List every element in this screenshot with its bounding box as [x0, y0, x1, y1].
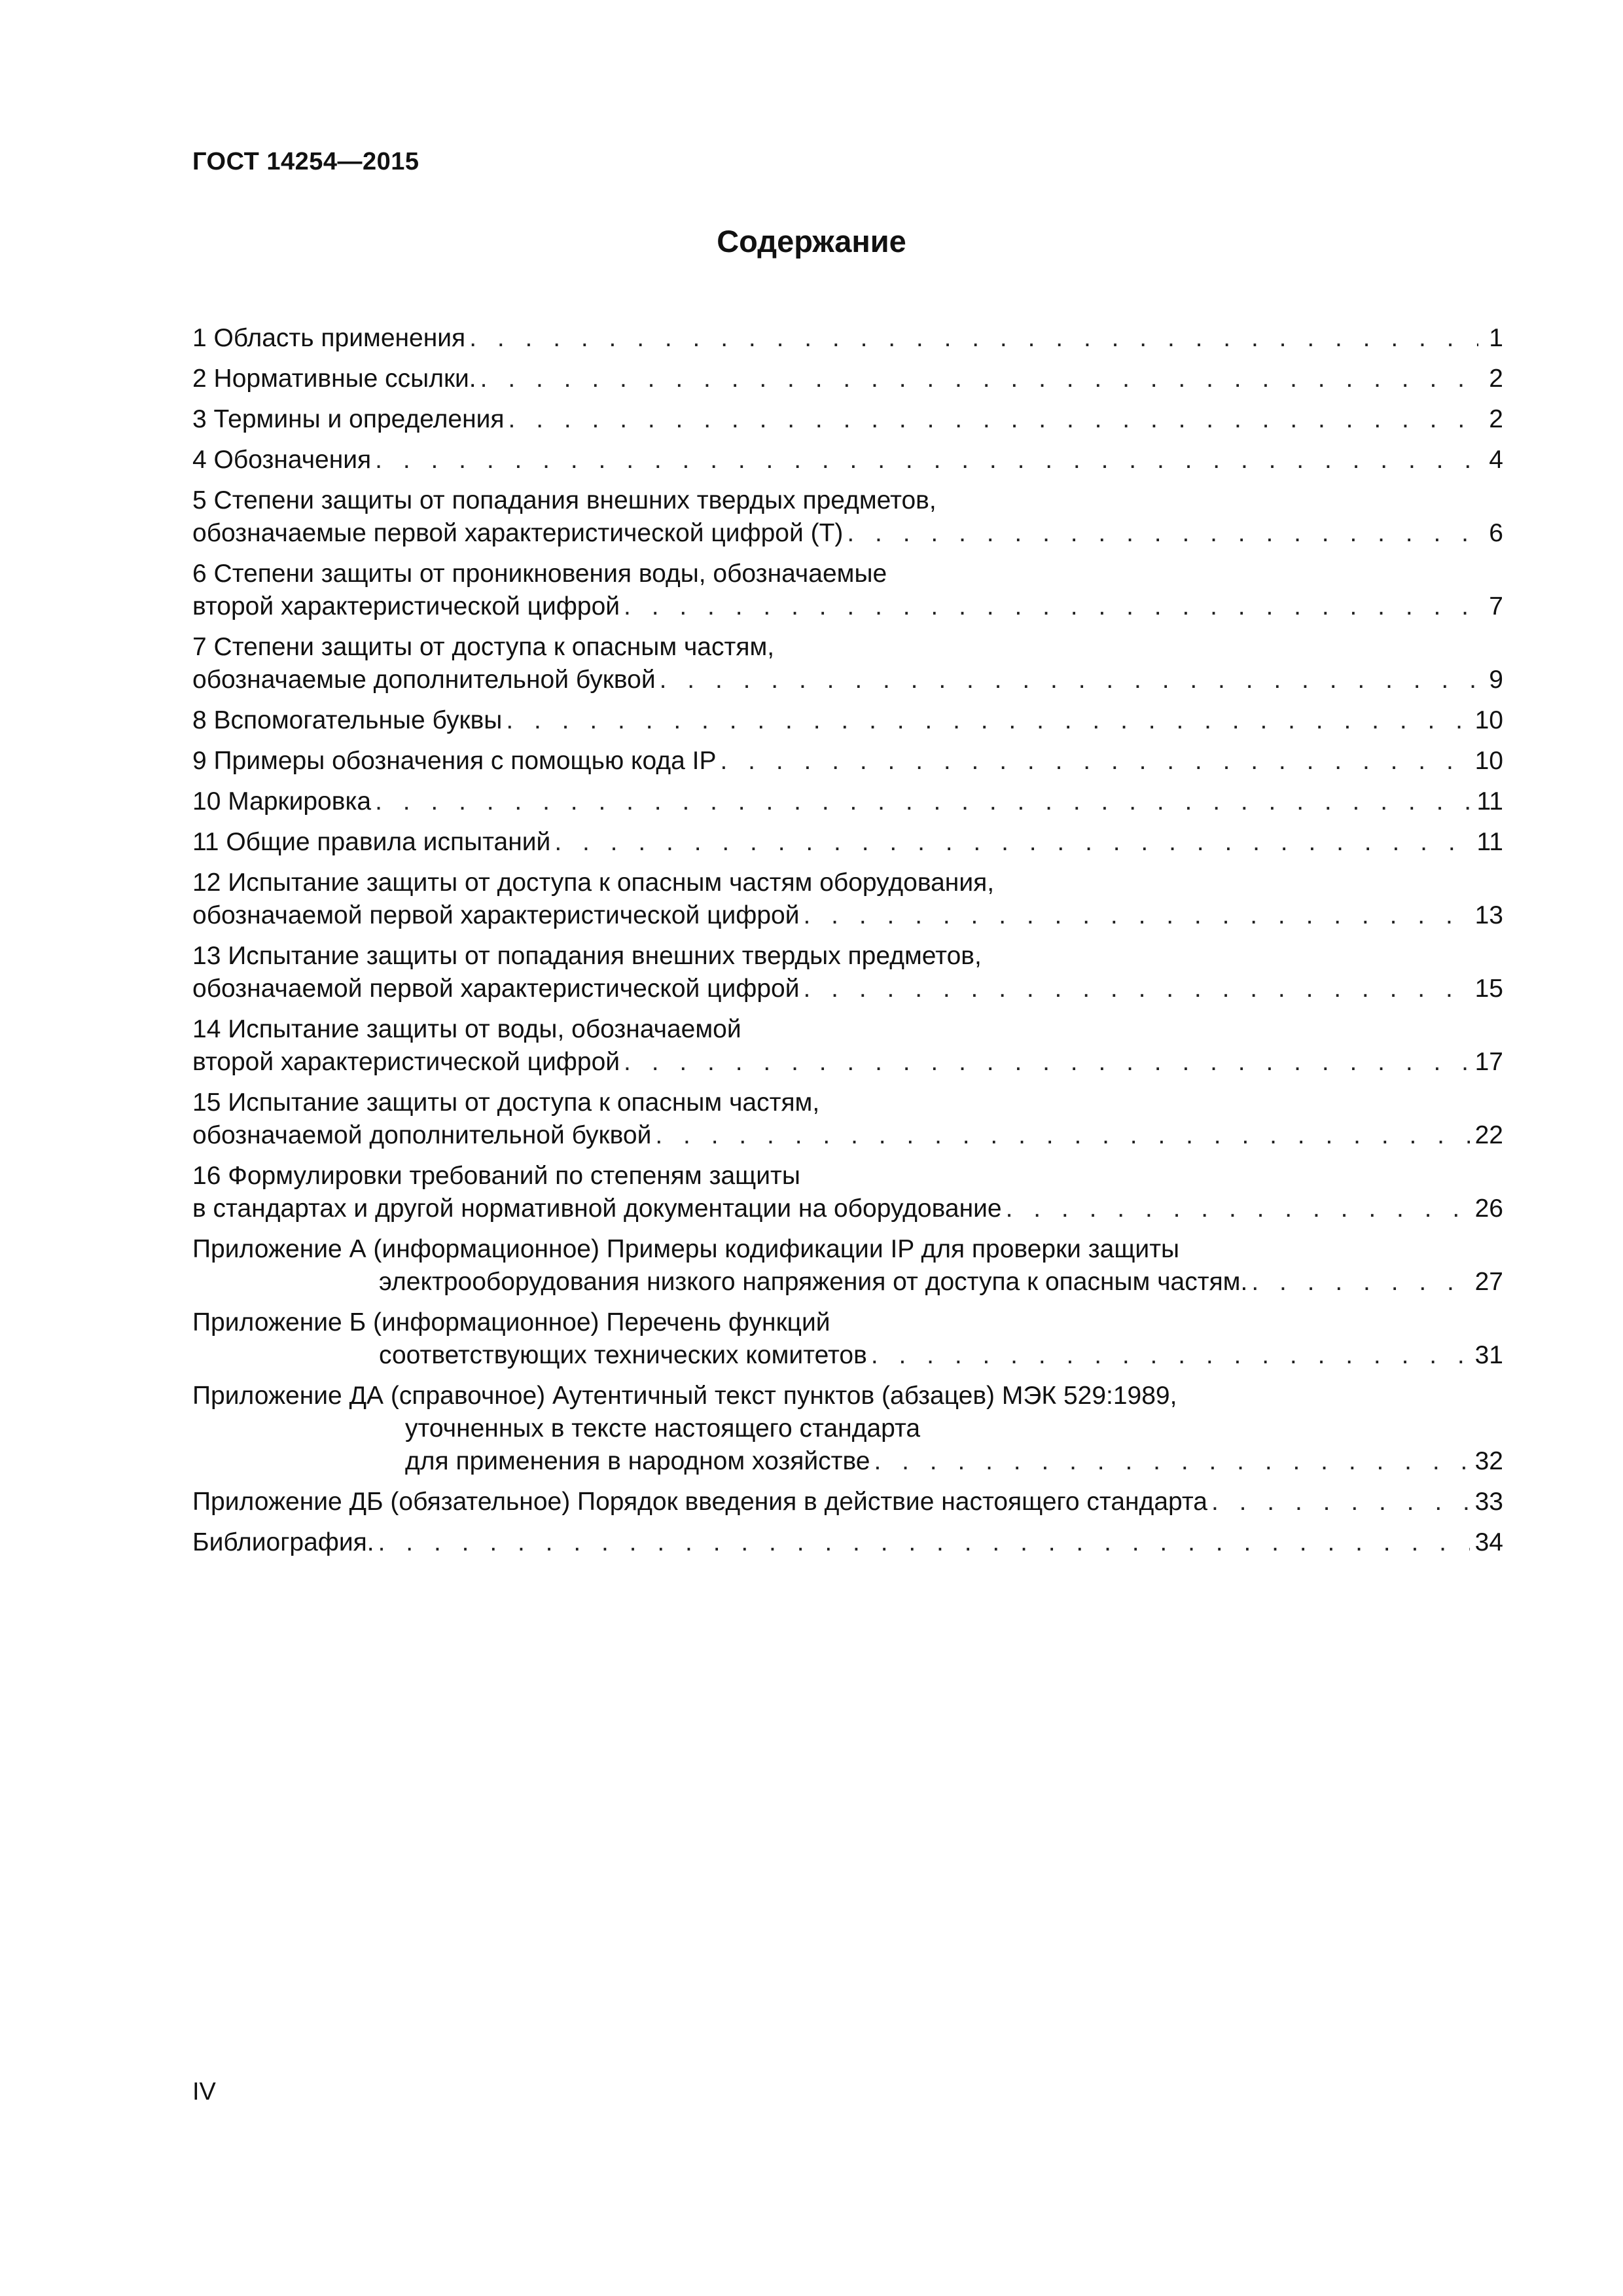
toc-page-number: 4	[1489, 446, 1503, 474]
dot-leader	[505, 403, 1478, 436]
toc-entry-line: электрооборудования низкого напряжения от доступа к опасным частям.	[379, 1268, 1248, 1296]
toc-entry[interactable]	[192, 785, 1503, 818]
toc-entry-line: 1 Область применения	[192, 324, 466, 352]
toc-entry-line: 12 Испытание защиты от доступа к опасным частям оборудования,	[192, 869, 995, 897]
toc-entry-line: обозначаемой дополнительной буквой	[192, 1121, 652, 1149]
toc-entry-line: 6 Степени защиты от проникновения воды, обозначаемые	[192, 560, 887, 588]
toc-entry-line-row	[192, 1086, 1503, 1119]
dot-leader	[867, 1339, 1470, 1372]
dot-leader	[1207, 1486, 1470, 1518]
dot-leader	[371, 444, 1478, 476]
toc-entry-line: 8 Вспомогательные буквы	[192, 706, 503, 734]
toc-entry-line: обозначаемые дополнительной буквой	[192, 666, 656, 694]
toc-entry-line-row	[192, 1339, 1503, 1372]
toc-entry-line-row	[192, 785, 1503, 818]
toc-entry[interactable]	[192, 1486, 1503, 1518]
dot-leader	[502, 704, 1469, 737]
toc-entry-line-row	[192, 664, 1503, 696]
toc-entry-line: 11 Общие правила испытаний	[192, 828, 551, 856]
toc-entry-line: второй характеристической цифрой	[192, 1048, 620, 1076]
toc-page-number: 10	[1474, 706, 1503, 734]
toc-entry-line-row	[192, 558, 1503, 590]
dot-leader	[717, 745, 1470, 778]
toc-entry-line-row	[192, 973, 1503, 1005]
toc-entry-line-row	[192, 1486, 1503, 1518]
toc-entry[interactable]	[192, 1306, 1503, 1372]
toc-entry-line-row	[192, 1412, 1503, 1445]
toc-entry-line-row	[192, 1160, 1503, 1193]
toc-entry-line-row	[192, 322, 1503, 355]
toc-title: Содержание	[717, 224, 906, 259]
toc-entry-line-row	[192, 444, 1503, 476]
toc-entry-line-row	[192, 1306, 1503, 1339]
toc-entry-line: обозначаемой первой характеристической цифрой	[192, 901, 800, 929]
toc-entry-line-row	[192, 940, 1503, 973]
toc-page-number: 34	[1474, 1528, 1503, 1556]
toc-entry-line: 14 Испытание защиты от воды, обозначаемой	[192, 1015, 741, 1043]
toc-entry-line: Библиография.	[192, 1528, 374, 1556]
toc-entry-line: 13 Испытание защиты от попадания внешних твердых предметов,	[192, 942, 982, 970]
toc-entry-line-row	[192, 590, 1503, 623]
toc-page-number: 33	[1474, 1488, 1503, 1516]
toc-entry-line-row	[192, 1445, 1503, 1478]
toc-entry-line-row	[192, 484, 1503, 517]
toc-entry[interactable]	[192, 1086, 1503, 1152]
toc-page-number: 13	[1474, 901, 1503, 929]
toc-entry-line-row	[192, 704, 1503, 737]
toc-entry[interactable]	[192, 1013, 1503, 1079]
dot-leader	[374, 1526, 1470, 1559]
toc-entry[interactable]	[192, 631, 1503, 696]
toc-entry-line: обозначаемые первой характеристической цифрой (Т)	[192, 519, 844, 547]
toc-page-number: 32	[1474, 1447, 1503, 1475]
toc-entry-line: 3 Термины и определения	[192, 405, 505, 433]
toc-entry-line: уточненных в тексте настоящего стандарта	[405, 1414, 921, 1443]
toc-entry[interactable]	[192, 826, 1503, 859]
toc-entry-line: Приложение А (информационное) Примеры кодификации IP для проверки защиты	[192, 1235, 1180, 1263]
toc-entry-line: в стандартах и другой нормативной документации на оборудование	[192, 1194, 1002, 1223]
toc-entry-line: 10 Маркировка	[192, 787, 372, 816]
toc-entry[interactable]	[192, 558, 1503, 623]
toc-entry-line: 5 Степени защиты от попадания внешних твердых предметов,	[192, 486, 936, 514]
dot-leader	[870, 1445, 1469, 1478]
dot-leader	[550, 826, 1471, 859]
toc-entry[interactable]	[192, 940, 1503, 1005]
toc-entry-line: Приложение ДБ (обязательное) Порядок введения в действие настоящего стандарта	[192, 1488, 1207, 1516]
toc-entry-line-row	[192, 363, 1503, 395]
toc-entry[interactable]	[192, 322, 1503, 355]
toc-entry-line-row	[192, 1119, 1503, 1152]
dot-leader	[800, 899, 1470, 932]
dot-leader	[371, 785, 1471, 818]
toc-page-number: 27	[1474, 1268, 1503, 1296]
toc-entry-line: для применения в народном хозяйстве	[405, 1447, 870, 1475]
page-number: IV	[192, 2078, 216, 2106]
toc-entry-line-row	[192, 631, 1503, 664]
document-code: ГОСТ 14254—2015	[192, 148, 419, 175]
toc-entry[interactable]	[192, 484, 1503, 550]
toc-entry-line-row	[192, 1380, 1503, 1412]
toc-page-number: 9	[1489, 666, 1503, 694]
toc-entry[interactable]	[192, 403, 1503, 436]
toc-entry[interactable]	[192, 745, 1503, 778]
toc-entry-line-row	[192, 1046, 1503, 1079]
dot-leader	[1002, 1193, 1470, 1225]
toc-entry-line: второй характеристической цифрой	[192, 592, 620, 620]
toc-entry-line: Приложение Б (информационное) Перечень функций	[192, 1308, 830, 1336]
toc-page-number: 2	[1489, 405, 1503, 433]
toc-page-number: 11	[1476, 787, 1503, 816]
toc-page-number: 17	[1474, 1048, 1503, 1076]
toc-entry-line-row	[192, 1526, 1503, 1559]
toc-entry-line: соответствующих технических комитетов	[379, 1341, 867, 1369]
toc-entry-line: 7 Степени защиты от доступа к опасным частям,	[192, 633, 775, 661]
toc-entry-line: Приложение ДА (справочное) Аутентичный текст пунктов (абзацев) МЭК 529:1989,	[192, 1382, 1177, 1410]
dot-leader	[843, 517, 1478, 550]
toc-entry-line-row	[192, 1266, 1503, 1299]
toc-page-number: 22	[1474, 1121, 1503, 1149]
toc-entry-line: 4 Обозначения	[192, 446, 372, 474]
dot-leader	[620, 1046, 1470, 1079]
toc-entry[interactable]	[192, 363, 1503, 395]
toc-page-number: 6	[1489, 519, 1503, 547]
toc-page-number: 31	[1474, 1341, 1503, 1369]
toc-entry-line: обозначаемой первой характеристической цифрой	[192, 975, 800, 1003]
toc-entry-line-row	[192, 1193, 1503, 1225]
toc-entry-line-row	[192, 1013, 1503, 1046]
toc-page-number: 26	[1474, 1194, 1503, 1223]
toc-entry-line: 16 Формулировки требований по степеням защиты	[192, 1162, 800, 1190]
dot-leader	[800, 973, 1470, 1005]
toc-page-number: 7	[1489, 592, 1503, 620]
toc-entry[interactable]	[192, 444, 1503, 476]
toc-entry-line-row	[192, 745, 1503, 778]
toc-entry[interactable]	[192, 1233, 1503, 1299]
toc-entry-line-row	[192, 403, 1503, 436]
toc-page-number: 11	[1476, 828, 1503, 856]
dot-leader	[620, 590, 1478, 623]
toc-entry-line-row	[192, 826, 1503, 859]
toc-page-number: 1	[1489, 324, 1503, 352]
dot-leader	[476, 363, 1478, 395]
toc-page-number: 10	[1474, 747, 1503, 775]
toc-entry-line: 2 Нормативные ссылки.	[192, 365, 476, 393]
toc-entry-line: 9 Примеры обозначения с помощью кода IP	[192, 747, 717, 775]
toc-entry[interactable]	[192, 1380, 1503, 1478]
toc-entry-line: 15 Испытание защиты от доступа к опасным частям,	[192, 1088, 820, 1117]
dot-leader	[465, 322, 1478, 355]
toc-page-number: 2	[1489, 365, 1503, 393]
toc-entry-line-row	[192, 1233, 1503, 1266]
toc-entry[interactable]	[192, 1526, 1503, 1559]
toc-page-number: 15	[1474, 975, 1503, 1003]
toc-entry[interactable]	[192, 1160, 1503, 1225]
dot-leader	[656, 664, 1478, 696]
toc-entry-line-row	[192, 517, 1503, 550]
table-of-contents	[192, 322, 1503, 1567]
toc-entry-line-row	[192, 899, 1503, 932]
dot-leader	[651, 1119, 1469, 1152]
dot-leader	[1247, 1266, 1469, 1299]
toc-entry-line-row	[192, 867, 1503, 899]
toc-entry[interactable]	[192, 867, 1503, 932]
toc-entry[interactable]	[192, 704, 1503, 737]
